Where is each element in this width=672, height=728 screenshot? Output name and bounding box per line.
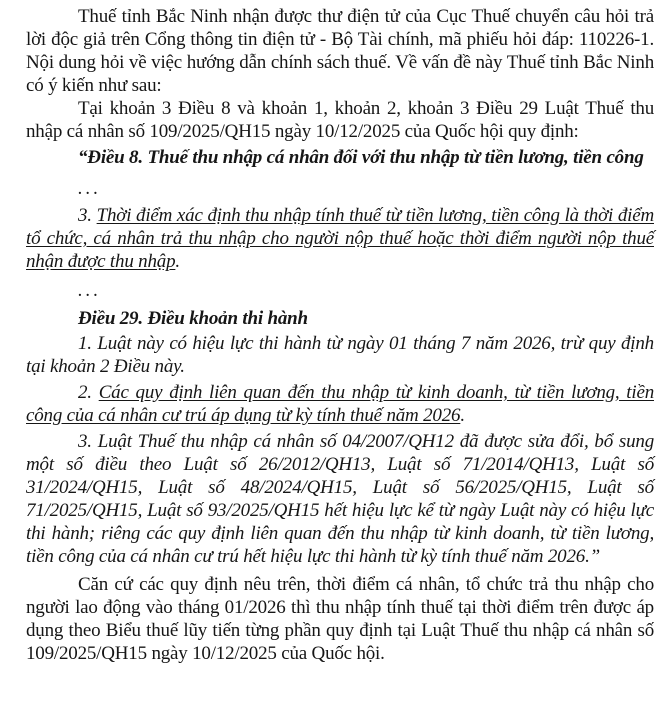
clause-underlined-text: Các quy định liên quan đến thu nhập từ kinh doanh, từ tiền lương, tiền công của cá nhân cư trú áp dụng từ kỳ tính thuế năm 2026: [26, 382, 654, 426]
heading-article-8-text: “Điều 8. Thuế thu nhập cá nhân đối với thu nhập từ tiền lương, tiền công: [78, 147, 644, 168]
clause-3-article-29: [26, 430, 654, 568]
ellipsis-line: [26, 279, 654, 302]
clause-3-text: 3. Luật Thuế thu nhập cá nhân số 04/2007/QH12 đã được sửa đổi, bổ sung một số điều theo Luật số 26/2012/QH13, Luật số 71/2014/QH13, Luật số 31/2024/QH15, Luật số 48/2024/QH15, Luật số 56/2025/QH15, Luật số 71/2025/QH15, Luật số 93/2025/QH15 hết hiệu lực kể từ ngày Luật này có hiệu lực thi hành; riêng các quy định liên quan đến thu nhập từ kinh doanh, từ tiền lương, tiền công của cá nhân cư trú hết hiệu lực thi hành từ kỳ tính thuế năm 2026.”: [26, 431, 654, 567]
ellipsis-text: ...: [78, 178, 102, 199]
clause-1-article-29: [26, 332, 654, 378]
heading-article-29-text: Điều 29. Điều khoản thi hành: [78, 308, 308, 329]
clause-2-article-29: [26, 381, 654, 427]
paragraph-intro-text: Thuế tỉnh Bắc Ninh nhận được thư điện tử của Cục Thuế chuyển câu hỏi trả lời độc giả trên Cổng thông tin điện tử - Bộ Tài chính, mã phiếu hỏi đáp: 110226-1. Nội dung hỏi về việc hướng dẫn chính sách thuế. Về vấn đề này Thuế tỉnh Bắc Ninh có ý kiến như sau:: [26, 6, 654, 96]
paragraph-legal-basis-text: Tại khoản 3 Điều 8 và khoản 1, khoản 2, khoản 3 Điều 29 Luật Thuế thu nhập cá nhân số 109/2025/QH15 ngày 10/12/2025 của Quốc hội quy định:: [26, 98, 654, 142]
heading-article-29: [26, 307, 654, 330]
clause-3-article-8: [26, 204, 654, 273]
heading-article-8: [26, 146, 654, 169]
clause-number-prefix: 3.: [78, 205, 97, 226]
paragraph-conclusion-text: Căn cứ các quy định nêu trên, thời điểm cá nhân, tổ chức trả thu nhập cho người lao động vào tháng 01/2026 thì thu nhập tính thuế tại thời điểm trên được áp dụng theo Biểu thuế lũy tiến từng phần quy định tại Luật Thuế thu nhập cá nhân số 109/2025/QH15 ngày 10/12/2025 của Quốc hội.: [26, 574, 654, 664]
clause-1-text: 1. Luật này có hiệu lực thi hành từ ngày 01 tháng 7 năm 2026, trừ quy định tại khoản 2 Điều này.: [26, 333, 654, 377]
paragraph-conclusion: [26, 573, 654, 665]
clause-suffix: .: [460, 405, 465, 426]
clause-suffix: .: [175, 251, 180, 272]
clause-number-prefix: 2.: [78, 382, 99, 403]
paragraph-legal-basis: [26, 97, 654, 143]
ellipsis-line: [26, 177, 654, 200]
paragraph-intro: [26, 5, 654, 97]
clause-underlined-text: Thời điểm xác định thu nhập tính thuế từ tiền lương, tiền công là thời điểm tổ chức, cá nhân trả thu nhập cho người nộp thuế hoặc thời điểm người nộp thuế nhận được thu nhập: [26, 205, 654, 272]
ellipsis-text: ...: [78, 280, 102, 301]
